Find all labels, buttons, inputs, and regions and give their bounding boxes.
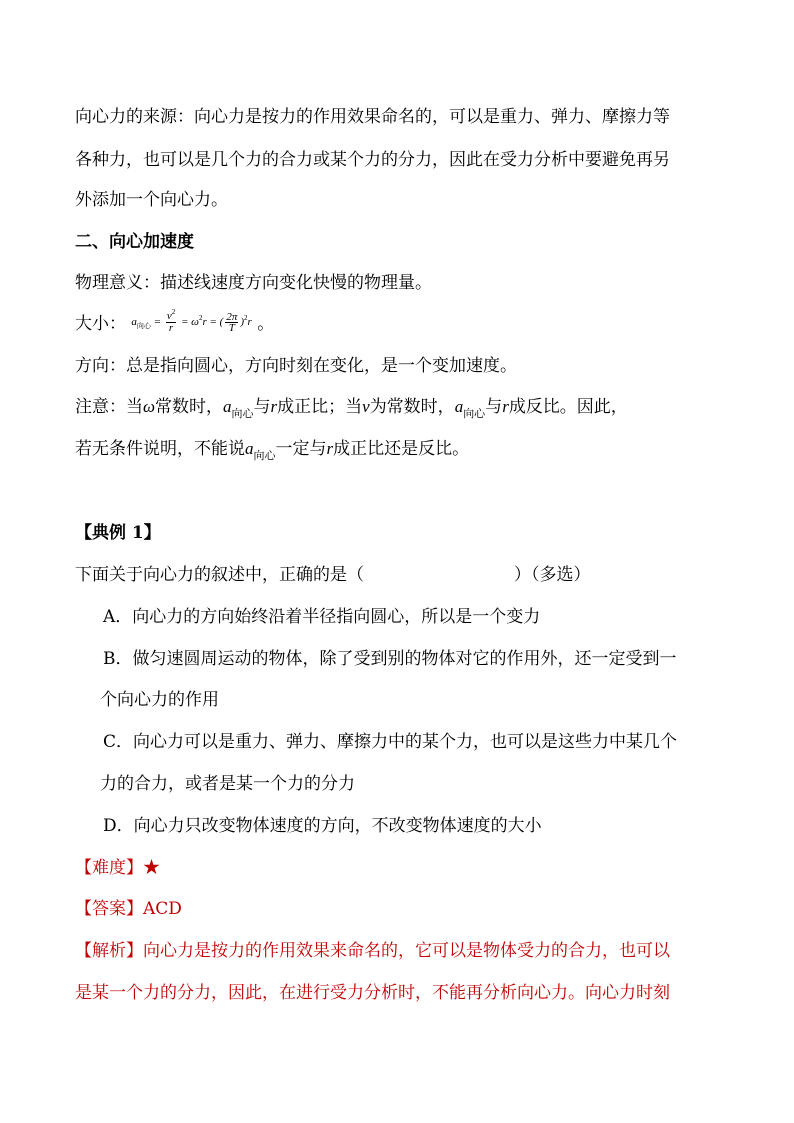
meaning-line: 物理意义：描述线速度方向变化快慢的物理量。 — [75, 273, 432, 293]
a-symbol: a — [454, 397, 464, 416]
option-a: A．向心力的方向始终沿着半径指向圆心，所以是一个变力 — [103, 607, 541, 627]
analysis-line — [75, 940, 670, 962]
section-heading: 二、向心加速度 — [75, 232, 194, 252]
paragraph-line: 各种力，也可以是几个力的合力或某个力的分力，因此在受力分析中要避免再另 — [75, 150, 670, 170]
v-symbol: v — [362, 397, 370, 416]
fraction-v2-r — [166, 308, 176, 335]
a-symbol: a — [223, 397, 232, 416]
note-text: 与 — [253, 397, 271, 417]
note-text: 成正比还是反比。 — [333, 439, 470, 459]
option-b: B．做匀速圆周运动的物体，除了受到别的物体对它的作用外，还一定受到一 — [103, 649, 677, 669]
formula-a: a — [131, 316, 137, 328]
subscript: 向心 — [253, 449, 276, 462]
answer-label: 【答案】 — [75, 899, 143, 919]
example-title: 【典例 1】 — [75, 523, 161, 543]
difficulty-label: 【难度】 — [75, 858, 143, 878]
size-label: 大小： — [75, 314, 126, 334]
size-end: 。 — [257, 314, 275, 334]
formula-r: r — [168, 322, 174, 335]
size-line — [75, 308, 275, 336]
difficulty-star-icon: ★ — [143, 858, 160, 878]
formula-eq: = — [150, 316, 164, 328]
answer-value: ACD — [143, 899, 182, 919]
note-text: 与 — [485, 397, 503, 417]
note-text: 成反比。因此， — [508, 397, 628, 417]
option-c-cont: 力的合力，或者是某一个力的分力 — [100, 774, 355, 794]
analysis-line-2: 是某一个力的分力，因此，在进行受力分析时，不能再分析向心力。向心力时刻 — [75, 983, 670, 1003]
option-c: C．向心力可以是重力、弹力、摩擦力中的某个力，也可以是这些力中某几个 — [103, 732, 678, 752]
formula-sub: 向心 — [136, 322, 151, 330]
subscript: 向心 — [463, 407, 486, 420]
formula-close: ) — [240, 316, 244, 328]
paragraph-line: 外添加一个向心力。 — [75, 190, 228, 210]
omega-symbol: ω — [143, 397, 156, 416]
r-symbol: r — [502, 397, 509, 416]
analysis-text: 向心力是按力的作用效果来命名的，它可以是物体受力的合力，也可以 — [143, 941, 670, 961]
question-text: 下面关于向心力的叙述中，正确的是（ — [75, 565, 364, 585]
note-line-2 — [75, 438, 469, 462]
note-text: 常数时， — [155, 397, 224, 417]
answer-line — [75, 898, 182, 920]
acceleration-formula — [131, 308, 252, 335]
note-text: 注意：当 — [75, 397, 143, 417]
r-symbol: r — [326, 439, 334, 458]
analysis-label: 【解析】 — [75, 941, 143, 961]
direction-line: 方向：总是指向圆心，方向时刻在变化，是一个变加速度。 — [75, 356, 517, 376]
question-suffix: ）（多选） — [514, 565, 591, 585]
fraction-2pi-t — [225, 312, 238, 333]
note-line — [75, 396, 628, 420]
option-b-cont: 个向心力的作用 — [100, 690, 219, 710]
formula-r: r — [247, 316, 252, 328]
formula-r: r = ( — [202, 316, 224, 328]
formula-v: v — [166, 310, 172, 323]
note-text: 一定与 — [275, 439, 327, 459]
formula-sup: 2 — [198, 314, 203, 322]
note-text: 若无条件说明，不能说 — [75, 439, 245, 459]
formula-sup: 2 — [171, 308, 176, 317]
formula-num: 2π — [226, 310, 238, 323]
difficulty-line — [75, 857, 160, 879]
a-symbol: a — [245, 439, 254, 458]
formula-eq: = ω — [178, 316, 199, 328]
paragraph-line: 向心力的来源：向心力是按力的作用效果命名的，可以是重力、弹力、摩擦力等 — [75, 107, 670, 127]
note-text: 为常数时， — [369, 397, 455, 417]
subscript: 向心 — [231, 407, 254, 420]
formula-den: T — [228, 321, 235, 334]
question-line — [75, 564, 591, 586]
note-text: 成正比；当 — [277, 397, 363, 417]
option-d: D．向心力只改变物体速度的方向，不改变物体速度的大小 — [103, 816, 542, 836]
formula-sup: 2 — [244, 314, 248, 322]
r-symbol: r — [270, 397, 278, 416]
